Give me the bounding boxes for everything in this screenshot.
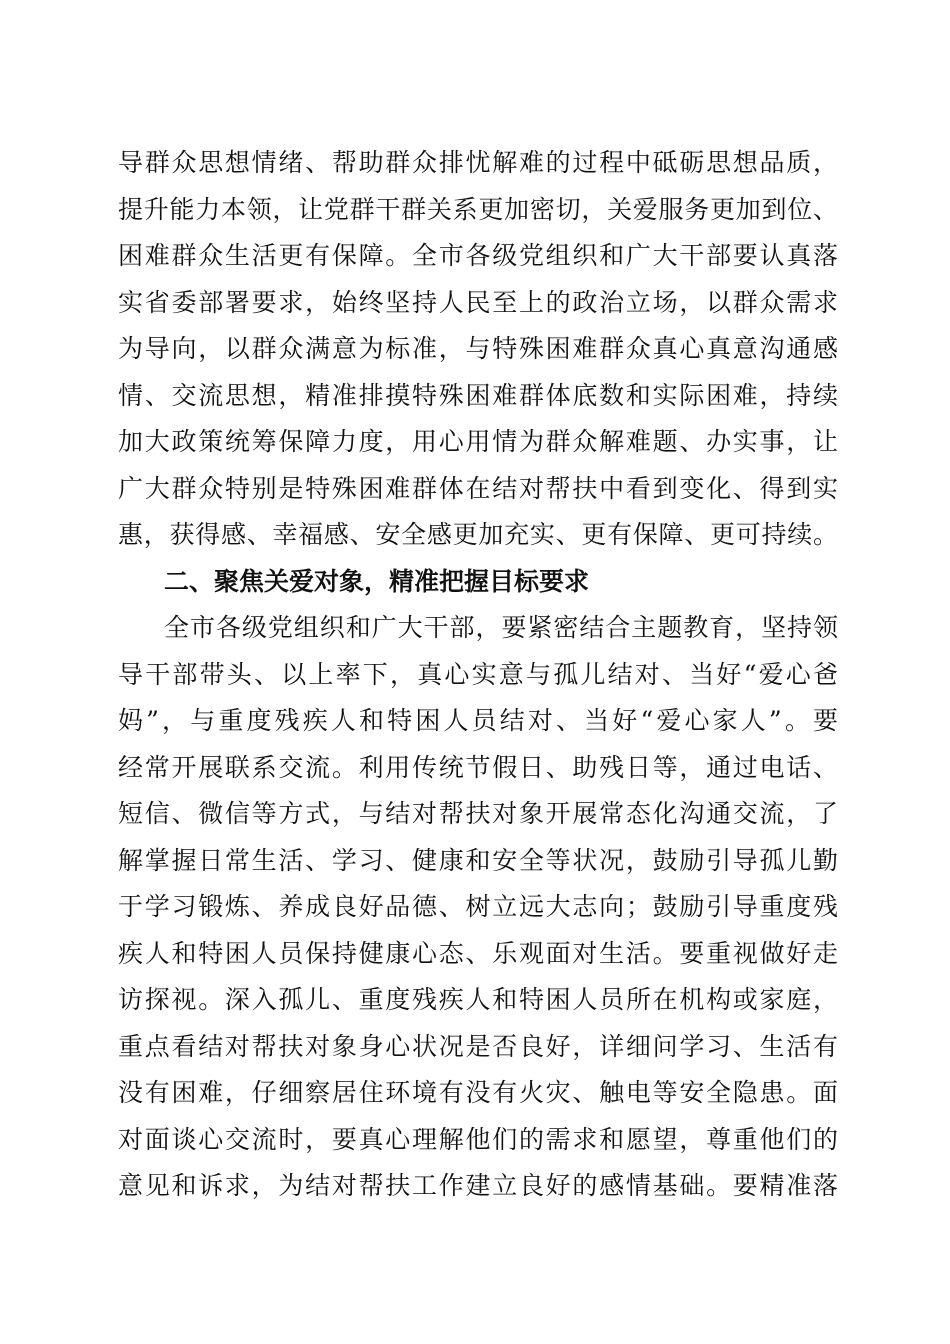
paragraph-line: 解掌握日常生活、学习、健康和安全等状况，鼓励引导孤儿勤 (118, 845, 838, 875)
paragraph-line: 惠，获得感、幸福感、安全感更加充实、更有保障、更可持续。 (118, 520, 838, 549)
paragraph-line: 没有困难，仔细察居住环境有没有火灾、触电等安全隐患。面 (118, 1078, 838, 1107)
paragraph-line: 导干部带头、以上率下，真心实意与孤儿结对、当好“爱心爸 (118, 659, 838, 689)
paragraph-line: 妈”，与重度残疾人和特困人员结对、当好“爱心家人”。要 (118, 706, 838, 735)
paragraph-line: 意见和诉求，为结对帮扶工作建立良好的感情基础。要精准落 (118, 1171, 838, 1200)
paragraph-line: 重点看结对帮扶对象身心状况是否良好，详细问学习、生活有 (118, 1031, 838, 1061)
paragraph-line: 对面谈心交流时，要真心理解他们的需求和愿望，尊重他们的 (118, 1124, 838, 1154)
paragraph-line: 于学习锻炼、养成良好品德、树立远大志向；鼓励引导重度残 (118, 892, 838, 921)
paragraph-line: 为导向，以群众满意为标准，与特殊困难群众真心真意沟通感 (118, 334, 838, 363)
paragraph-line: 实省委部署要求，始终坚持人民至上的政治立场，以群众需求 (118, 287, 838, 317)
paragraph-line: 导群众思想情绪、帮助群众排忧解难的过程中砥砺思想品质， (118, 148, 838, 177)
paragraph-line: 经常开展联系交流。利用传统节假日、助残日等，通过电话、 (118, 752, 838, 782)
paragraph-line: 困难群众生活更有保障。全市各级党组织和广大干部要认真落 (118, 241, 838, 270)
body-text (118, 140, 838, 1210)
paragraph-line: 广大群众特别是特殊困难群体在结对帮扶中看到变化、得到实 (118, 473, 838, 503)
paragraph-line: 疾人和特困人员保持健康心态、乐观面对生活。要重视做好走 (118, 938, 838, 968)
paragraph-line: 全市各级党组织和广大干部，要紧密结合主题教育，坚持领 (164, 613, 838, 642)
paragraph-line: 情、交流思想，精准排摸特殊困难群体底数和实际困难，持续 (118, 380, 838, 410)
section-heading: 二、聚焦关爱对象，精准把握目标要求 (164, 566, 590, 596)
paragraph-line: 提升能力本领，让党群干群关系更加密切，关爱服务更加到位、 (118, 194, 838, 224)
paragraph-line: 短信、微信等方式，与结对帮扶对象开展常态化沟通交流，了 (118, 799, 838, 828)
paragraph-line: 访探视。深入孤儿、重度残疾人和特困人员所在机构或家庭， (118, 985, 838, 1014)
paragraph-line: 加大政策统筹保障力度，用心用情为群众解难题、办实事，让 (118, 427, 838, 456)
